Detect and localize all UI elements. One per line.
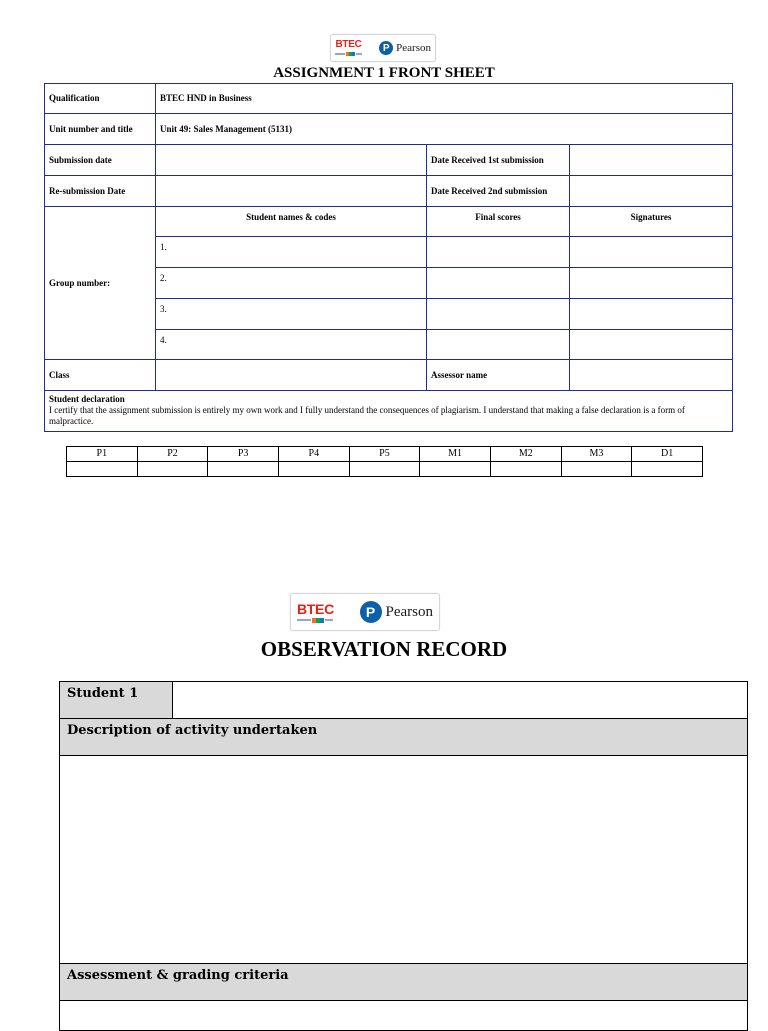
criterion-header: D1 xyxy=(632,447,703,462)
qualification-row xyxy=(45,84,733,114)
pearson-logo xyxy=(379,41,431,55)
btec-logo xyxy=(335,40,362,56)
final-score-field[interactable] xyxy=(427,237,570,268)
date-received-1-label: Date Received 1st submission xyxy=(427,145,570,176)
declaration-row xyxy=(45,391,733,432)
student-names-header: Student names & codes xyxy=(156,207,427,237)
group-number-label: Group number: xyxy=(45,207,156,360)
pearson-logo xyxy=(360,601,434,623)
student-name-field[interactable] xyxy=(173,682,748,719)
btec-fpt-mark xyxy=(335,52,362,56)
criterion-value-field[interactable] xyxy=(561,462,632,477)
criterion-header: M1 xyxy=(420,447,491,462)
final-score-field[interactable] xyxy=(427,299,570,330)
student-declaration xyxy=(45,391,733,432)
pearson-wordmark: Pearson xyxy=(396,42,431,54)
description-header-row xyxy=(60,719,748,756)
btec-logo xyxy=(297,602,334,623)
criterion-value-field[interactable] xyxy=(632,462,703,477)
student-name-field[interactable]: 1. xyxy=(156,237,427,268)
criterion-value-field[interactable] xyxy=(208,462,279,477)
btec-wordmark: BTEC xyxy=(335,39,362,50)
assessment-field[interactable] xyxy=(60,1001,748,1031)
criterion-header: P1 xyxy=(67,447,138,462)
final-score-field[interactable] xyxy=(427,268,570,299)
assessment-header-row xyxy=(60,964,748,1001)
description-body-row xyxy=(60,756,748,964)
qualification-value: BTEC HND in Business xyxy=(156,84,733,114)
submission-row xyxy=(45,145,733,176)
btec-fpt-mark xyxy=(297,618,333,623)
criterion-value-field[interactable] xyxy=(137,462,208,477)
observation-record-title: OBSERVATION RECORD xyxy=(260,637,508,661)
grading-criteria-table xyxy=(66,446,703,477)
class-row xyxy=(45,360,733,391)
criterion-header: P4 xyxy=(278,447,349,462)
submission-date-label: Submission date xyxy=(45,145,156,176)
observation-record-table xyxy=(59,681,748,1031)
pearson-icon: P xyxy=(360,601,382,623)
criterion-value-field[interactable] xyxy=(420,462,491,477)
signature-field[interactable] xyxy=(570,237,733,268)
assessor-name-label: Assessor name xyxy=(427,360,570,391)
description-label: Description of activity undertaken xyxy=(60,719,748,756)
pearson-wordmark: Pearson xyxy=(385,603,433,620)
unit-label: Unit number and title xyxy=(45,114,156,145)
front-sheet-table xyxy=(44,83,733,432)
resubmission-date-field[interactable] xyxy=(156,176,427,207)
criteria-header-row xyxy=(67,447,703,462)
declaration-text: I certify that the assignment submission is entirely my own work and I fully understand the consequences of plagiarism. I understand that making a false declaration is a form of malpractice. xyxy=(49,405,685,426)
student-name-field[interactable]: 3. xyxy=(156,299,427,330)
class-label: Class xyxy=(45,360,156,391)
date-received-2-label: Date Received 2nd submission xyxy=(427,176,570,207)
class-field[interactable] xyxy=(156,360,427,391)
student-name-field[interactable]: 2. xyxy=(156,268,427,299)
front-sheet-title: ASSIGNMENT 1 FRONT SHEET xyxy=(273,65,495,81)
submission-date-field[interactable] xyxy=(156,145,427,176)
student-row xyxy=(60,682,748,719)
btec-pearson-logo xyxy=(330,34,436,62)
resubmission-date-label: Re-submission Date xyxy=(45,176,156,207)
signature-field[interactable] xyxy=(570,268,733,299)
btec-wordmark: BTEC xyxy=(297,600,334,617)
student-name-field[interactable]: 4. xyxy=(156,330,427,360)
student-label: Student 1 xyxy=(60,682,173,719)
criterion-header: P2 xyxy=(137,447,208,462)
criterion-header: P5 xyxy=(349,447,420,462)
assessment-body-row xyxy=(60,1001,748,1031)
assessment-label: Assessment & grading criteria xyxy=(60,964,748,1001)
assessor-name-field[interactable] xyxy=(570,360,733,391)
signature-field[interactable] xyxy=(570,299,733,330)
qualification-label: Qualification xyxy=(45,84,156,114)
pearson-icon: P xyxy=(379,41,393,55)
unit-value: Unit 49: Sales Management (5131) xyxy=(156,114,733,145)
description-field[interactable] xyxy=(60,756,748,964)
signatures-header: Signatures xyxy=(570,207,733,237)
criterion-header: M3 xyxy=(561,447,632,462)
date-received-1-field[interactable] xyxy=(570,145,733,176)
criterion-value-field[interactable] xyxy=(67,462,138,477)
criterion-value-field[interactable] xyxy=(278,462,349,477)
final-scores-header: Final scores xyxy=(427,207,570,237)
declaration-title: Student declaration xyxy=(49,394,125,404)
criterion-value-field[interactable] xyxy=(349,462,420,477)
criterion-value-field[interactable] xyxy=(490,462,561,477)
unit-row xyxy=(45,114,733,145)
resubmission-row xyxy=(45,176,733,207)
group-header-row xyxy=(45,207,733,237)
criterion-header: P3 xyxy=(208,447,279,462)
criteria-value-row xyxy=(67,462,703,477)
signature-field[interactable] xyxy=(570,330,733,360)
criterion-header: M2 xyxy=(490,447,561,462)
date-received-2-field[interactable] xyxy=(570,176,733,207)
btec-pearson-logo xyxy=(290,593,440,631)
final-score-field[interactable] xyxy=(427,330,570,360)
